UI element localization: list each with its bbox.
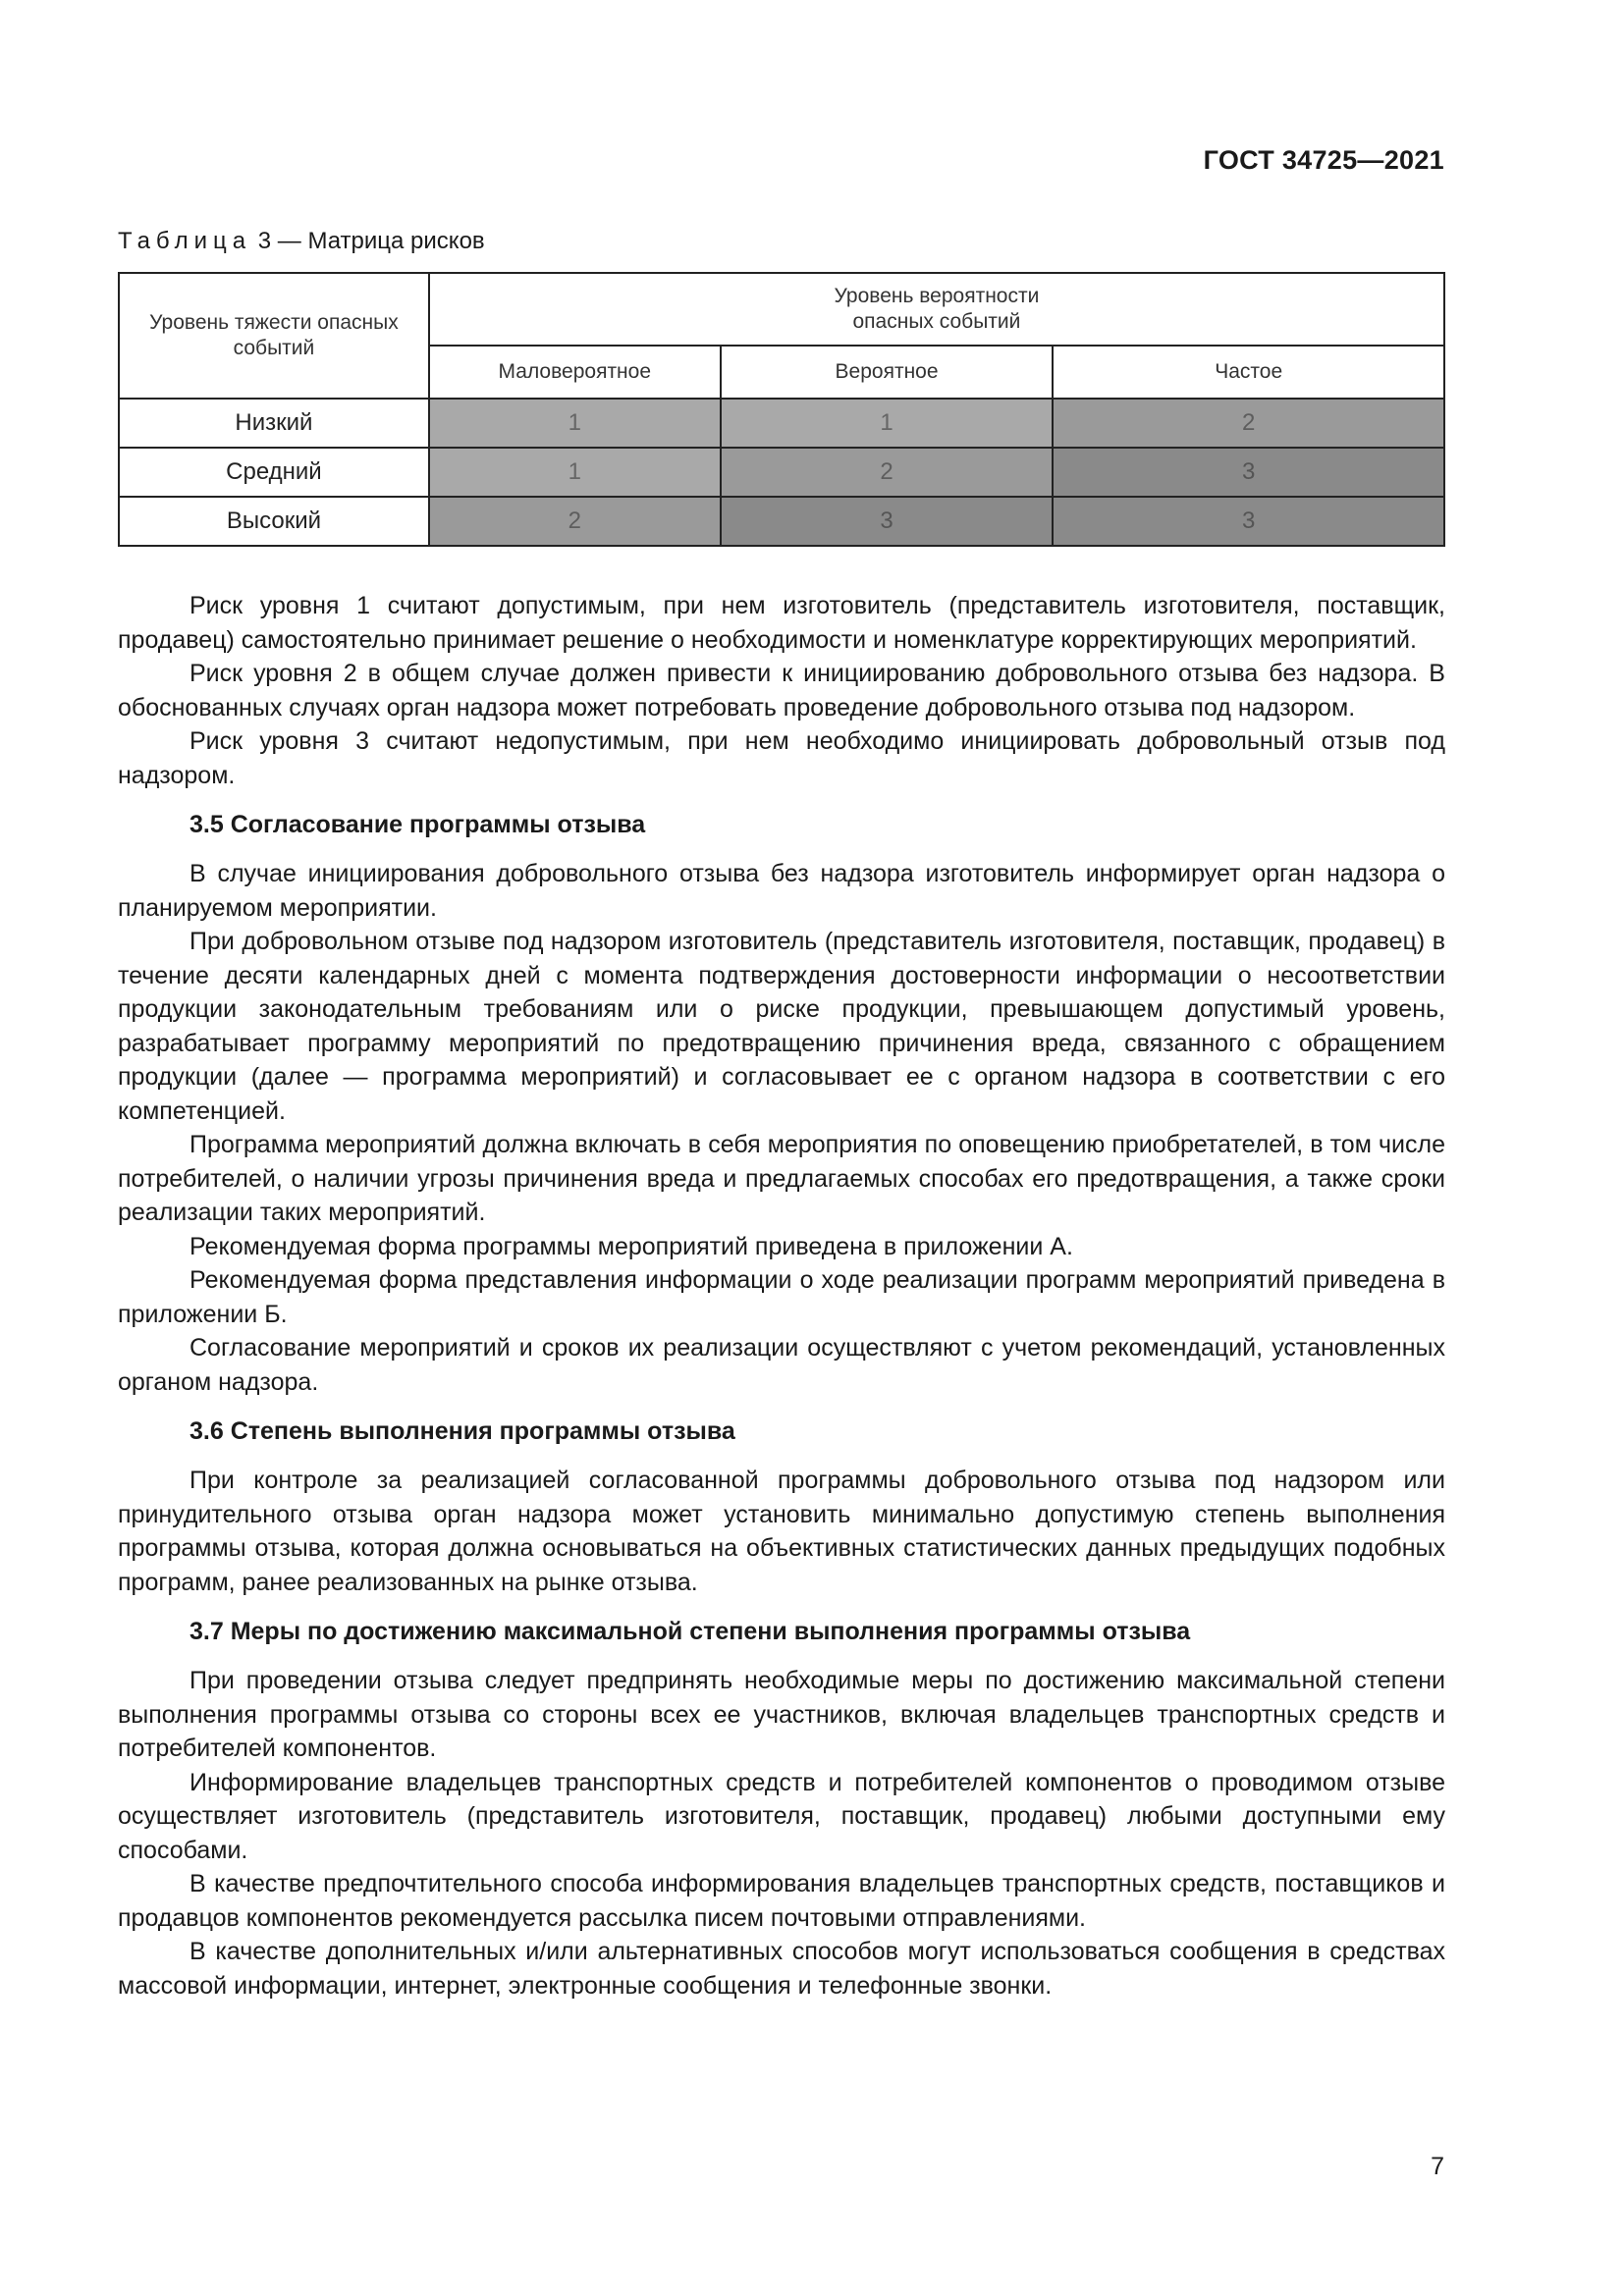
risk-cell: 2 bbox=[1053, 399, 1444, 448]
paragraph: В качестве предпочтительного способа информирования владельцев транспортных средств, поставщиков и продавцов компонентов рекомендуется рассылка писем почтовыми отправлениями. bbox=[118, 1870, 1445, 1932]
risk-cell: 3 bbox=[1053, 497, 1444, 546]
row-label: Средний bbox=[119, 448, 429, 497]
table-row bbox=[119, 497, 1444, 546]
risk-cell: 1 bbox=[721, 399, 1054, 448]
column-header: Частое bbox=[1053, 346, 1444, 399]
risk-cell: 1 bbox=[429, 399, 721, 448]
table-caption-label: Таблица bbox=[118, 228, 252, 254]
section-heading-3-5: 3.5 Согласование программы отзыва bbox=[189, 811, 646, 838]
paragraph: Риск уровня 2 в общем случае должен привести к инициированию добровольного отзыва без надзора. В обоснованных случаях орган надзора может потребовать проведение добровольного отзыва под надзором. bbox=[118, 660, 1445, 721]
table-caption bbox=[118, 228, 485, 255]
row-header: Уровень тяжести опасных событий bbox=[119, 273, 429, 399]
section-heading-3-6: 3.6 Степень выполнения программы отзыва bbox=[189, 1417, 735, 1445]
risk-cell: 2 bbox=[429, 497, 721, 546]
document-id: ГОСТ 34725—2021 bbox=[1203, 145, 1444, 175]
risk-matrix-table bbox=[118, 272, 1445, 547]
row-label: Высокий bbox=[119, 497, 429, 546]
column-header: Вероятное bbox=[721, 346, 1054, 399]
column-group-header: Уровень вероятности опасных событий bbox=[429, 273, 1444, 346]
paragraph: Риск уровня 1 считают допустимым, при нем изготовитель (представитель изготовителя, поставщик, продавец) самостоятельно принимает решение о необходимости и номенклатуре корректирующих мероприятий. bbox=[118, 592, 1445, 654]
row-label: Низкий bbox=[119, 399, 429, 448]
risk-cell: 3 bbox=[1053, 448, 1444, 497]
paragraph: При добровольном отзыве под надзором изготовитель (представитель изготовителя, поставщик, продавец) в течение десяти календарных дней с момента подтверждения достоверности информации о несоответствии продукции законодательным требованиям или о риске продукции, превышающем допустимый уровень, разрабатывает программу мероприятий по предотвращению причинения вреда, связанного с обращением продукции (далее — программа мероприятий) и согласовывает ее с органом надзора в соответствии с его компетенцией. bbox=[118, 928, 1445, 1125]
paragraph: Согласование мероприятий и сроков их реализации осуществляют с учетом рекомендаций, установленных органом надзора. bbox=[118, 1334, 1445, 1396]
paragraph: Рекомендуемая форма программы мероприятий приведена в приложении А. bbox=[189, 1232, 1073, 1260]
paragraph: В качестве дополнительных и/или альтернативных способов могут использоваться сообщения в средствах массовой информации, интернет, электронные сообщения и телефонные звонки. bbox=[118, 1938, 1445, 2000]
paragraph: Программа мероприятий должна включать в себя мероприятия по оповещению приобретателей, в том числе потребителей, о наличии угрозы причинения вреда и предлагаемых способах его предотвращения, а также сроки реализации таких мероприятий. bbox=[118, 1131, 1445, 1226]
risk-cell: 1 bbox=[429, 448, 721, 497]
page-number: 7 bbox=[1431, 2153, 1444, 2180]
table-row bbox=[119, 448, 1444, 497]
paragraph: Риск уровня 3 считают недопустимым, при нем необходимо инициировать добровольный отзыв под надзором. bbox=[118, 727, 1445, 789]
paragraph: При проведении отзыва следует предпринять необходимые меры по достижению максимальной степени выполнения программы отзыва со стороны всех ее участников, включая владельцев транспортных средств и потребителей компонентов. bbox=[118, 1667, 1445, 1762]
body-text bbox=[118, 589, 1445, 2002]
risk-cell: 3 bbox=[721, 497, 1054, 546]
paragraph: В случае инициирования добровольного отзыва без надзора изготовитель информирует орган надзора о планируемом мероприятии. bbox=[118, 860, 1445, 922]
paragraph: Рекомендуемая форма представления информации о ходе реализации программ мероприятий приведена в приложении Б. bbox=[118, 1266, 1445, 1328]
table-row bbox=[119, 399, 1444, 448]
risk-cell: 2 bbox=[721, 448, 1054, 497]
paragraph: Информирование владельцев транспортных средств и потребителей компонентов о проводимом отзыве осуществляет изготовитель (представитель изготовителя, поставщик, продавец) любыми доступными ему способами. bbox=[118, 1768, 1445, 1864]
table-caption-title: 3 — Матрица рисков bbox=[257, 228, 485, 254]
column-header: Маловероятное bbox=[429, 346, 721, 399]
section-heading-3-7: 3.7 Меры по достижению максимальной степени выполнения программы отзыва bbox=[189, 1618, 1191, 1645]
paragraph: При контроле за реализацией согласованной программы добровольного отзыва под надзором или принудительного отзыва орган надзора может установить минимально допустимую степень выполнения программы отзыва, которая должна основываться на объективных статистических данных предыдущих подобных программ, ранее реализованных на рынке отзыва. bbox=[118, 1467, 1445, 1596]
